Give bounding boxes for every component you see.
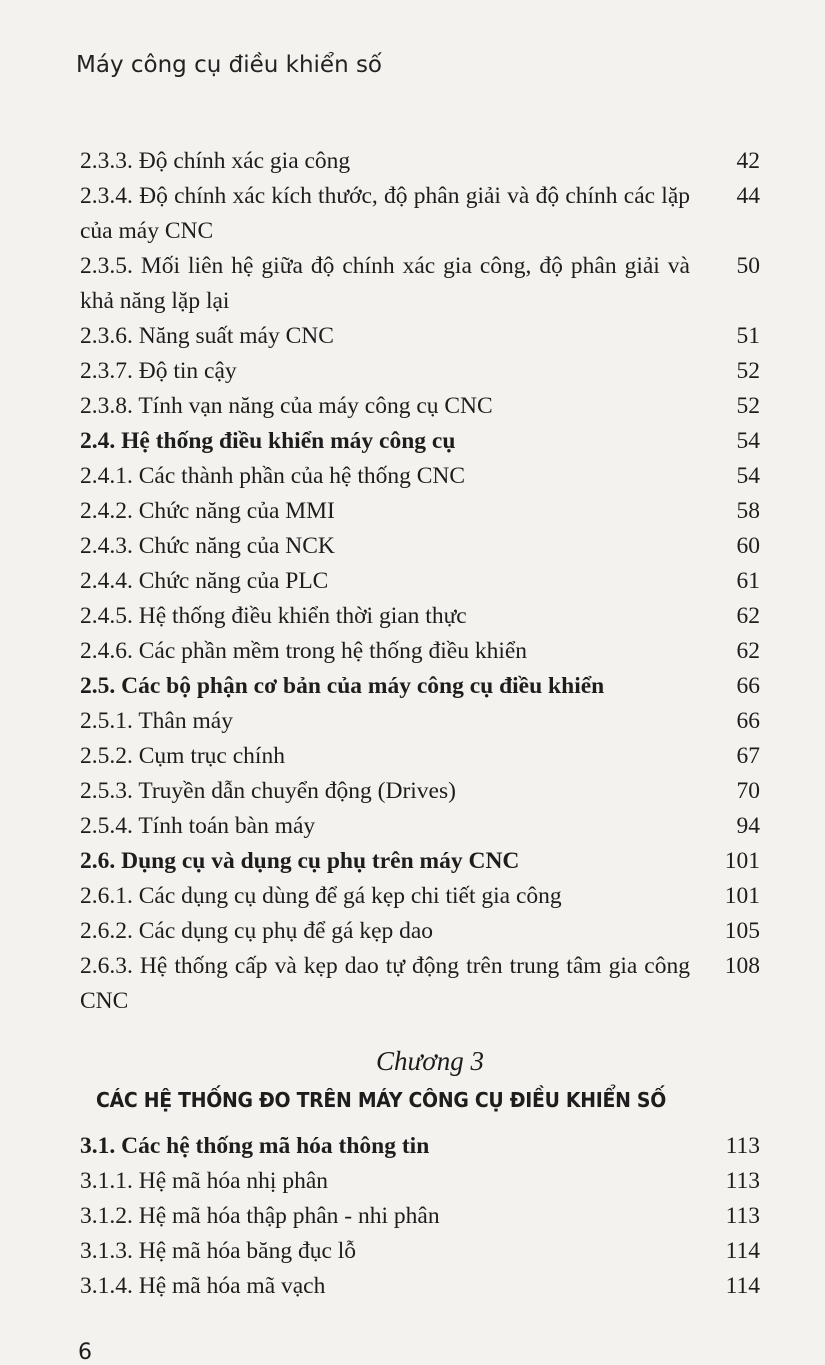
toc-entry bbox=[80, 179, 760, 249]
toc-entry-title: 3.1.2. Hệ mã hóa thập phân - nhi phân bbox=[80, 1203, 440, 1229]
toc-entry bbox=[80, 249, 760, 319]
toc-entry-title: 2.4.4. Chức năng của PLC bbox=[80, 568, 329, 594]
toc-entry-title: 2.4.5. Hệ thống điều khiển thời gian thực bbox=[80, 603, 467, 629]
toc-entry-title: 2.6.2. Các dụng cụ phụ để gá kẹp dao bbox=[80, 918, 434, 944]
toc-entry-title: 2.5.3. Truyền dẫn chuyển động (Drives) bbox=[80, 778, 456, 804]
toc-entry-page: 42 bbox=[736, 148, 760, 174]
toc-entry-page: 70 bbox=[736, 778, 760, 804]
toc-entry-title: 2.4.3. Chức năng của NCK bbox=[80, 533, 335, 559]
running-head: Máy công cụ điều khiển số bbox=[76, 52, 383, 78]
page-number: 6 bbox=[78, 1340, 92, 1365]
toc-entry-title: 2.5. Các bộ phận cơ bản của máy công cụ điều khiển bbox=[80, 673, 605, 699]
toc-entry bbox=[80, 1199, 760, 1234]
toc-section-heading bbox=[80, 669, 760, 704]
toc-entry bbox=[80, 704, 760, 739]
toc-entry bbox=[80, 809, 760, 844]
toc-entry-title: 2.4. Hệ thống điều khiển máy công cụ bbox=[80, 428, 456, 454]
toc-entry-page: 52 bbox=[736, 393, 760, 419]
toc-entry bbox=[80, 599, 760, 634]
toc-entry bbox=[80, 879, 760, 914]
toc-entry-title: 2.5.2. Cụm trục chính bbox=[80, 743, 285, 769]
toc-entry-page: 67 bbox=[736, 743, 760, 769]
toc-entry-title: 2.3.8. Tính vạn năng của máy công cụ CNC bbox=[80, 393, 493, 419]
toc-entry-title: 3.1.4. Hệ mã hóa mã vạch bbox=[80, 1273, 326, 1299]
toc-entry-page: 50 bbox=[736, 253, 760, 279]
toc-section-heading bbox=[80, 844, 760, 879]
toc-entry-page: 113 bbox=[725, 1133, 760, 1159]
toc-entry-page: 113 bbox=[725, 1203, 760, 1229]
toc-entry-page: 54 bbox=[736, 428, 760, 454]
toc-entry-title: 2.6. Dụng cụ và dụng cụ phụ trên máy CNC bbox=[80, 848, 520, 874]
toc-entry bbox=[80, 494, 760, 529]
toc-entry-title: 2.5.1. Thân máy bbox=[80, 708, 233, 734]
toc-entry-page: 51 bbox=[736, 323, 760, 349]
toc-section-heading bbox=[80, 1129, 760, 1164]
toc-entry-title: 2.3.7. Độ tin cậy bbox=[80, 358, 237, 384]
toc-entry bbox=[80, 564, 760, 599]
toc-entry-page: 52 bbox=[736, 358, 760, 384]
toc-entry-page: 61 bbox=[736, 568, 760, 594]
toc-entry-title: 2.6.3. Hệ thống cấp và kẹp dao tự động trên trung tâm gia công CNC bbox=[80, 953, 690, 1014]
toc-entry-title: 3.1. Các hệ thống mã hóa thông tin bbox=[80, 1133, 430, 1159]
toc-entry-title: 2.3.6. Năng suất máy CNC bbox=[80, 323, 334, 349]
toc-entry-title: 2.4.6. Các phần mềm trong hệ thống điều khiển bbox=[80, 638, 528, 664]
toc-entry-page: 58 bbox=[736, 498, 760, 524]
toc-entry-page: 66 bbox=[736, 708, 760, 734]
toc-entry-page: 62 bbox=[736, 603, 760, 629]
toc-entry-title: 2.3.5. Mối liên hệ giữa độ chính xác gia công, độ phân giải và khả năng lặp lại bbox=[80, 253, 690, 314]
toc-entry-title: 2.4.1. Các thành phần của hệ thống CNC bbox=[80, 463, 466, 489]
toc-entry-page: 114 bbox=[725, 1238, 760, 1264]
toc-entry-page: 114 bbox=[725, 1273, 760, 1299]
toc-entry-page: 105 bbox=[724, 918, 760, 944]
toc-entry bbox=[80, 634, 760, 669]
toc-entry-page: 44 bbox=[736, 183, 760, 209]
toc-entry-page: 108 bbox=[724, 953, 760, 979]
toc-entry bbox=[80, 739, 760, 774]
toc-entry-page: 60 bbox=[736, 533, 760, 559]
chapter-label: Chương 3 bbox=[376, 1046, 484, 1076]
toc-entry-title: 2.3.3. Độ chính xác gia công bbox=[80, 148, 351, 174]
toc-section-heading bbox=[80, 424, 760, 459]
toc-entry-page: 62 bbox=[736, 638, 760, 664]
toc-entry bbox=[80, 389, 760, 424]
toc-entry-title: 2.5.4. Tính toán bàn máy bbox=[80, 813, 316, 839]
toc-entry-page: 94 bbox=[736, 813, 760, 839]
toc-entry-page: 54 bbox=[736, 463, 760, 489]
toc-entry-title: 2.3.4. Độ chính xác kích thước, độ phân giải và độ chính các lặp của máy CNC bbox=[80, 183, 690, 244]
toc-entry bbox=[80, 319, 760, 354]
toc-entry bbox=[80, 914, 760, 949]
toc-entry bbox=[80, 1234, 760, 1269]
toc-entry bbox=[80, 459, 760, 494]
toc-entry-page: 101 bbox=[724, 848, 760, 874]
toc-entry-page: 101 bbox=[724, 883, 760, 909]
toc-entry bbox=[80, 529, 760, 564]
toc-entry bbox=[80, 1164, 760, 1199]
toc-entry-page: 113 bbox=[725, 1168, 760, 1194]
toc-entry bbox=[80, 774, 760, 809]
toc-entry-page: 66 bbox=[736, 673, 760, 699]
toc-entry-title: 3.1.1. Hệ mã hóa nhị phân bbox=[80, 1168, 329, 1194]
chapter-title: CÁC HỆ THỐNG ĐO TRÊN MÁY CÔNG CỤ ĐIỀU KHIỂN SỐ bbox=[96, 1088, 666, 1112]
toc-entry-title: 2.6.1. Các dụng cụ dùng để gá kẹp chi tiết gia công bbox=[80, 883, 562, 909]
toc-entry bbox=[80, 1269, 760, 1304]
toc-entry bbox=[80, 354, 760, 389]
toc-entry-title: 2.4.2. Chức năng của MMI bbox=[80, 498, 335, 524]
toc-entry bbox=[80, 949, 760, 1019]
table-of-contents bbox=[80, 144, 760, 1304]
toc-entry bbox=[80, 144, 760, 179]
toc-entry-title: 3.1.3. Hệ mã hóa băng đục lỗ bbox=[80, 1238, 357, 1264]
